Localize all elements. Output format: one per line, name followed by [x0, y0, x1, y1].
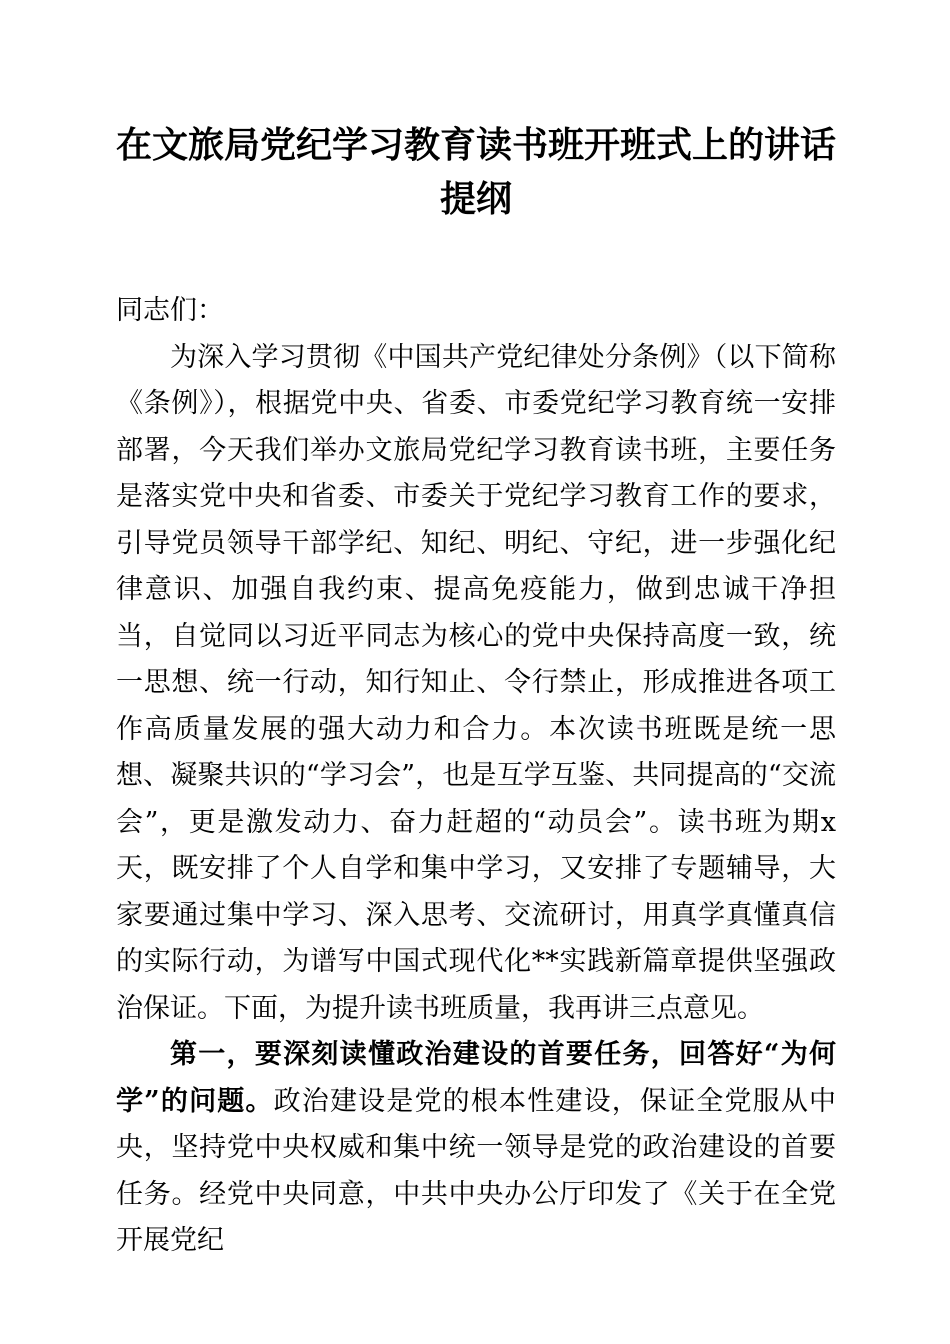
- document-title: 在文旅局党纪学习教育读书班开班式上的讲话提纲: [116, 124, 837, 220]
- paragraph-2-lead: 第一，要深刻读懂政治建设的首要任务，回答好“为何学”的问题。: [116, 1039, 836, 1117]
- paragraph-2-text: 政治建设是党的根本性建设，保证全党服从中央，坚持党中央权威和集中统一领导是党的政治建设的首要任务。经党中央同意，中共中央办公厅印发了《关于在全党开展党纪: [116, 1085, 837, 1256]
- paragraph-1: [116, 335, 836, 1033]
- salutation: 同志们：: [116, 295, 224, 326]
- paragraph-2: [116, 1032, 836, 1265]
- document-body: [116, 288, 836, 1265]
- paragraph-1-text: 为深入学习贯彻《中国共产党纪律处分条例》（以下简称《条例》），根据党中央、省委、市委党纪学习教育统一安排部署，今天我们举办文旅局党纪学习教育读书班，主要任务是落实党中央和省委、市委关于党纪学习教育工作的要求，引导党员领导干部学纪、知纪、明纪、守纪，进一步强化纪律意识、加强自我约束、提高免疫能力，做到忠诚干净担当，自觉同以习近平同志为核心的党中央保持高度一致，统一思想、统一行动，知行知止、令行禁止，形成推进各项工作高质量发展的强大动力和合力。本次读书班既是统一思想、凝聚共识的“学习会”，也是互学互鉴、共同提高的“交流会”，更是激发动力、奋力赶超的“动员会”。读书班为期x天，既安排了个人自学和集中学习，又安排了专题辅导，大家要通过集中学习、深入思考、交流研讨，用真学真懂真信的实际行动，为谱写中国式现代化**实践新篇章提供坚强政治保证。下面，为提升读书班质量，我再讲三点意见。: [116, 341, 836, 1024]
